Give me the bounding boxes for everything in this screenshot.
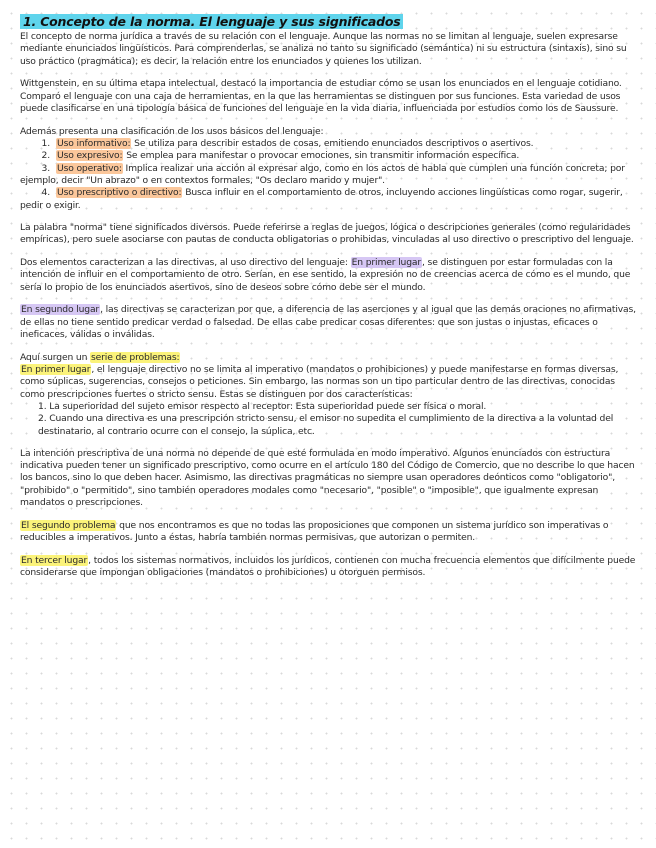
use-text: Se utiliza para describir estados de cosas, emitiendo enunciados descriptivos o asertivos.	[131, 138, 534, 150]
paragraph-problems-intro	[20, 352, 638, 364]
paragraph-uses-intro: Además presenta una clasificación de los usos básicos del lenguaje:	[20, 125, 324, 137]
paragraph-norm-language: El concepto de norma jurídica a través de su relación con el lenguaje. Aunque las normas no se limitan al lenguaje, suelen expresarse mediante enunciados lingüísticos. Para comprenderlas, se analiza no tanto su significado (semántica) ni su estructura (sintaxis), sino su uso práctico (pragmática); es decir, la relación entre los enunciados y quienes los utilizan.	[20, 31, 627, 67]
use-text: Implica realizar una acción al expresar algo, como en los actos de habla que cumplen una función concreta; por ejemplo, decir "Un abrazo" o en contextos formales, "Os declaro marido y mujer".	[20, 162, 625, 186]
title-highlight: 1. Concepto de la norma. El lenguaje y sus significados	[20, 14, 403, 29]
use-label: Uso operativo:	[57, 162, 122, 174]
use-text: Se emplea para manifestar o provocar emociones, sin transmitir información específica.	[123, 150, 520, 162]
text-span: , las directivas se caracterizan por que, a diferencia de las aserciones y al igual que las demás oraciones no afirmativas, de ellas no tiene sentido predicar verdad o falsedad. De ellas cabe predicar cosas diferentes: que son justas o injustas, eficaces o ineficaces, válidas o inválidas.	[20, 304, 636, 340]
text-span: Aquí surgen un	[20, 351, 91, 363]
use-number: 4.	[41, 187, 50, 199]
paragraph-problem-one	[20, 364, 638, 401]
use-item-expressive	[20, 150, 638, 162]
paragraph-wittgenstein: Wittgenstein, en su última etapa intelectual, destacó la importancia de estudiar cómo se usan los enunciados en el lenguaje cotidiano. Comparó el lenguaje con una caja de herramientas, en la que las herramientas se distinguen por sus funciones. Esta variedad de usos puede clasificarse en una tipología básica de funciones del lenguaje en la vida diaria, influenciada por estudios como los de Saussure.	[20, 78, 622, 114]
section-title	[20, 14, 638, 30]
highlight-first-place: En primer lugar	[351, 256, 422, 268]
use-item-informative	[20, 138, 638, 150]
text-span: Dos elementos caracterizan a las directivas, al uso directivo del lenguaje:	[20, 256, 351, 268]
use-text: Busca influir en el comportamiento de otros, incluyendo acciones lingüísticas como rogar, sugerir, pedir o exigir.	[20, 187, 623, 211]
use-label: Uso expresivo:	[57, 150, 123, 162]
use-label: Uso informativo:	[57, 138, 131, 150]
use-label: Uso prescriptivo o directivo:	[57, 187, 182, 199]
paragraph-prescriptive-intent: La intención prescriptiva de una norma no depende de que esté formulada en modo imperativo. Algunos enunciados con estructura indicativa pueden tener un significado prescriptivo, como ocurre en el artículo 180 del Código de Comercio, que no describe lo que hacen los bancos, sino lo que deben hacer. Asimismo, las directivas pragmáticas no siempre usan operadores deónticos como "obligatorio", "prohibido" o "permitido", sino también operadores modales como "necesario", "posible" o "imposible", que igualmente expresan mandatos o prescripciones.	[20, 447, 635, 508]
highlight-problems: serie de problemas:	[91, 351, 180, 363]
paragraph-directives-second	[20, 304, 638, 341]
characteristic-one: 1. La superioridad del sujeto emisor respecto al receptor: Esta superioridad puede ser física o moral.	[38, 400, 487, 412]
use-item-operative	[20, 163, 638, 188]
text-span: que nos encontramos es que no todas las proposiciones que componen un sistema jurídico son imperativas o reducibles a imperativos. Junto a éstas, habría también normas permisivas, que autorizan o permiten.	[20, 519, 609, 544]
use-number: 1.	[41, 138, 50, 150]
paragraph-directives-first	[20, 257, 638, 294]
text-span: , el lenguaje directivo no se limita al imperativo (mandatos o prohibiciones) y puede manifestarse en formas diversas, como súplicas, sugerencias, consejos o peticiones. Sin embargo, las normas son un tipo particular dentro de las directivas, conocidas como prescripciones fuertes o stricto sensu. Estas se distinguen por dos características:	[20, 364, 619, 400]
text-span: , todos los sistemas normativos, incluidos los jurídicos, contienen con mucha frecuencia elementos que difícilmente puede considerarse que impongan obligaciones (mandatos o prohibiciones) u otorguen permisos.	[20, 554, 636, 579]
use-item-prescriptive	[20, 187, 638, 212]
characteristic-two: 2. Cuando una directiva es una prescripción stricto sensu, el emisor no supedita el cumplimiento de la directiva a la voluntad del destinatario, al contrario ocurre con el consejo, la súplica, etc.	[38, 413, 614, 437]
highlight-first-problem: En primer lugar	[21, 364, 91, 376]
highlight-third-place: En tercer lugar	[21, 554, 88, 566]
use-number: 3.	[41, 162, 50, 174]
highlight-second-place: En segundo lugar	[21, 304, 100, 316]
text-span: , se distinguen por estar formuladas con la intención de influir en el comportamiento de otro. Serían, en ese sentido, la expresión no de creencias acerca de cómo es el mundo, que sería lo propio de los enunciados asertivos, sino de deseos sobre cómo debe ser el mundo.	[20, 256, 631, 293]
highlight-second-problem: El segundo problema	[21, 519, 116, 531]
paragraph-second-problem	[20, 520, 638, 545]
paragraph-norm-meanings: La palabra "norma" tiene significados diversos. Puede referirse a reglas de juegos, lógica o descripciones generales (como regularidades empíricas), pero suele asociarse con pautas de conducta obligatorias o prohibidas, vinculadas al uso directivo o prescriptivo del lenguaje.	[20, 221, 634, 246]
use-number: 2.	[41, 150, 50, 162]
paragraph-third-problem	[20, 555, 638, 580]
